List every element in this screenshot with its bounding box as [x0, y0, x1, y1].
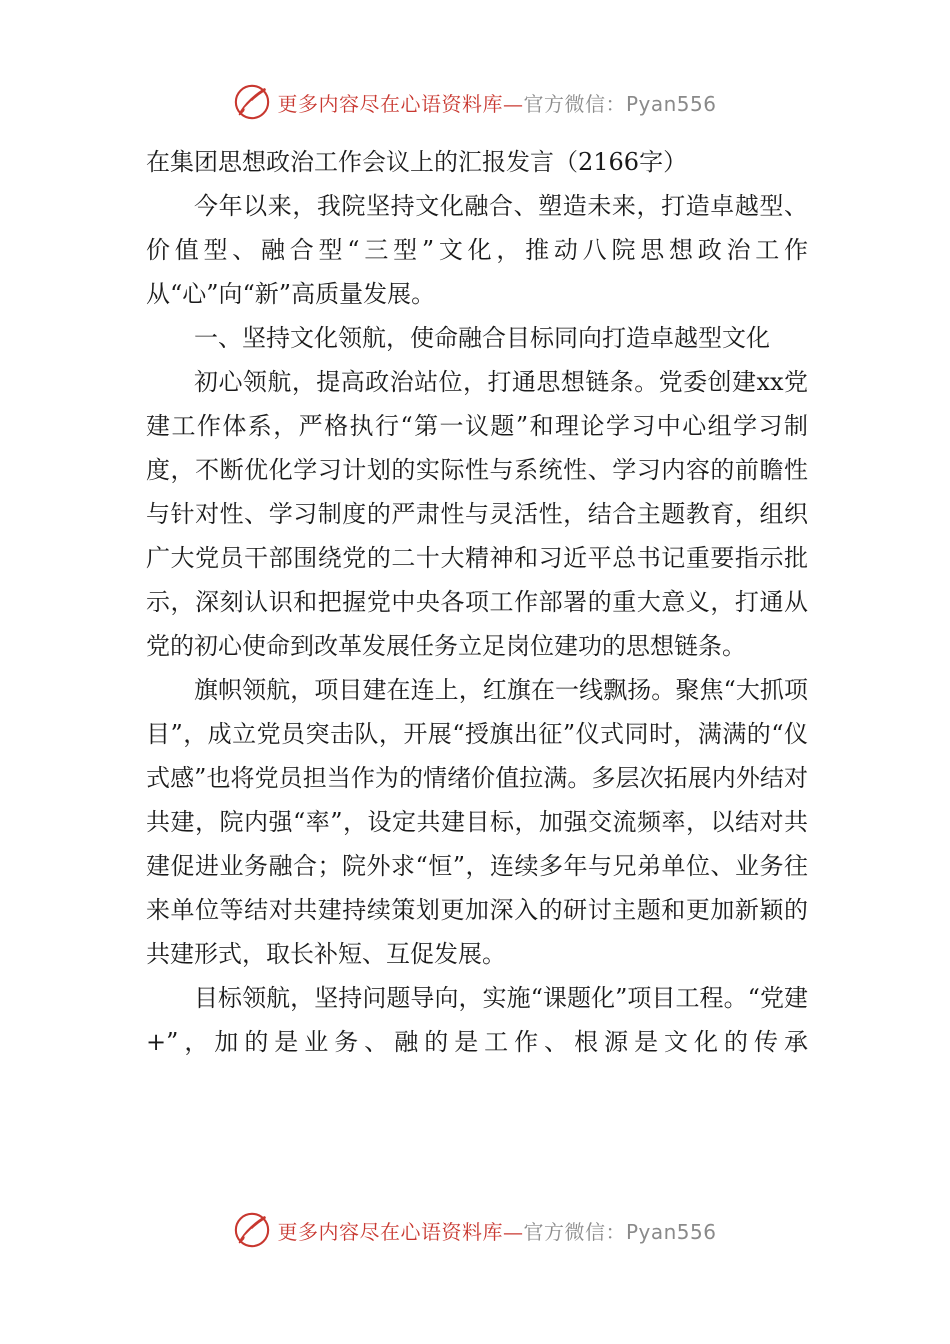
section-heading-1: 一、坚持文化领航，使命融合目标同向打造卓越型文化 [194, 324, 770, 352]
document-body [146, 140, 808, 1064]
paragraph-flag-leadership: 旗帜领航，项目建在连上，红旗在一线飘扬。聚焦“大抓项目”，成立党员突击队，开展“授旗出征”仪式同时，满满的“仪式感”也将党员担当作为的情绪价值拉满。多层次拓展内外结对共建，院内强“率”，设定共建目标，加强交流频率，以结对共建促进业务融合；院外求“恒”，连续多年与兄弟单位、业务往来单位等结对共建持续策划更加深入的研讨主题和更加新颖的共建形式，取长补短、互促发展。 [146, 676, 808, 968]
banner-text: 更多内容尽在心语资料库—官方微信：Pyan556 [277, 91, 717, 116]
paragraph-intro: 今年以来，我院坚持文化融合、塑造未来，打造卓越型、价值型、融合型“三型”文化，推动八院思想政治工作从“心”向“新”高质量发展。 [146, 192, 808, 308]
banner-wechat-label: 官方微信：Pyan556 [523, 91, 717, 116]
banner-wechat-label: 官方微信：Pyan556 [523, 1219, 717, 1244]
paragraph-original-aspiration: 初心领航，提高政治站位，打通思想链条。党委创建xx党建工作体系，严格执行“第一议题”和理论学习中心组学习制度，不断优化学习计划的实际性与系统性、学习内容的前瞻性与针对性、学习制度的严肃性与灵活性，结合主题教育，组织广大党员干部围绕党的二十大精神和习近平总书记重要指示批示，深刻认识和把握党中央各项工作部署的重大意义，打通从党的初心使命到改革发展任务立足岗位建功的思想链条。 [146, 368, 808, 660]
header-banner [0, 82, 950, 122]
pen-circle-logo-icon [233, 83, 271, 121]
pen-circle-logo-icon [233, 1211, 271, 1249]
footer-banner [0, 1210, 950, 1250]
document-title: 在集团思想政治工作会议上的汇报发言（2166字） [146, 148, 688, 176]
paragraph-goal-leadership: 目标领航，坚持问题导向，实施“课题化”项目工程。“党建+”，加的是业务、融的是工作、根源是文化的传承 [146, 984, 808, 1056]
banner-text: 更多内容尽在心语资料库—官方微信：Pyan556 [277, 1219, 717, 1244]
